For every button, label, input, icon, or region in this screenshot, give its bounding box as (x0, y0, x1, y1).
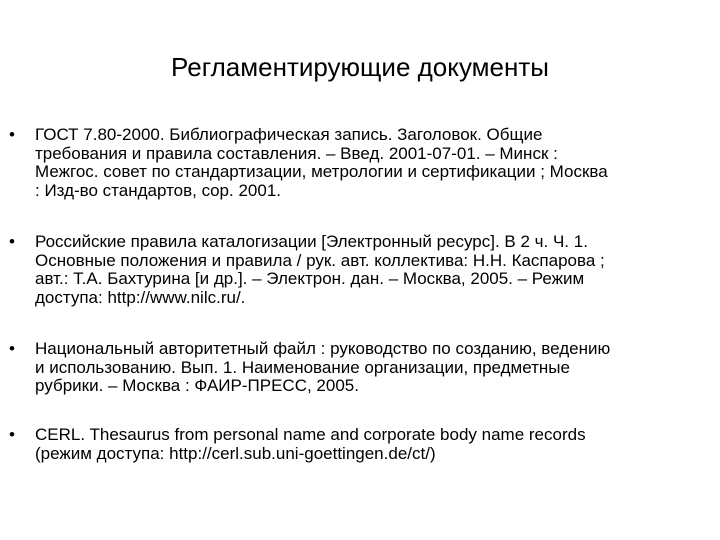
bullet-marker: • (9, 425, 15, 444)
text-line: рубрики. – Москва : ФАИР-ПРЕСС, 2005. (35, 376, 359, 395)
text-line: требования и правила составления. – Введ. 2001-07-01. – Минск : (35, 143, 558, 163)
text-line: Российские правила каталогизации [Электронный ресурс]. В 2 ч. Ч. 1. (35, 232, 588, 251)
text-line: ГОСТ 7.80-2000. Библиографическая запись. Заголовок. Общие (35, 125, 543, 144)
text-line: доступа: http://www.nilc.ru/. (35, 287, 246, 307)
bullet-marker: • (9, 125, 15, 144)
text-line: CERL. Thesaurus from personal name and corporate body name records (35, 425, 586, 444)
text-line: и использованию. Вып. 1. Наименование организации, предметные (35, 357, 570, 377)
text-line: Основные положения и правила / рук. авт. коллектива: Н.Н. Каспарова ; (35, 250, 605, 270)
bullet-marker: • (9, 339, 15, 358)
text-line: Межгос. совет по стандартизации, метрологии и сертификации ; Москва (35, 162, 608, 181)
bullet-text (35, 126, 715, 200)
text-line: Национальный авторитетный файл : руководство по созданию, ведению (35, 339, 611, 358)
text-line: (режим доступа: http://cerl.sub.uni-goettingen.de/ct/) (35, 443, 436, 463)
text-line: авт.: Т.А. Бахтурина [и др.]. – Электрон. дан. – Москва, 2005. – Режим (35, 269, 585, 288)
text-line: : Изд-во стандартов, cop. 2001. (35, 180, 282, 200)
bullet-text (35, 340, 715, 396)
slide-title: Регламентирующие документы (171, 52, 549, 82)
bullet-text (35, 426, 715, 463)
bullet-text (35, 233, 715, 307)
bullet-marker: • (9, 232, 15, 251)
